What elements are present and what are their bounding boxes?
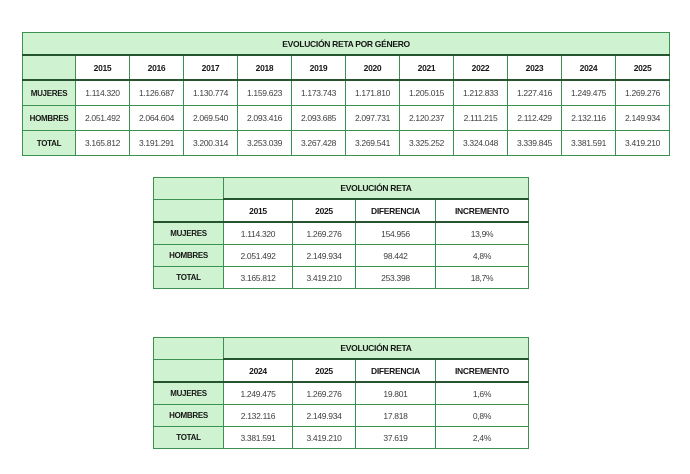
value-cell: 2.149.934 [616, 106, 670, 131]
value-cell: 1.269.276 [293, 382, 356, 405]
value-cell: 1.205.015 [400, 80, 454, 106]
value-cell: 0,8% [436, 405, 529, 427]
value-cell: 37.619 [356, 427, 436, 449]
column-header: 2015 [224, 199, 293, 222]
column-header: 2019 [292, 55, 346, 80]
column-header: 2017 [184, 55, 238, 80]
column-header: INCREMENTO [436, 359, 529, 382]
value-cell: 2.064.604 [130, 106, 184, 131]
reta-evolution-2024-2025-table [153, 337, 528, 449]
value-cell: 3.253.039 [238, 131, 292, 156]
column-header: 2021 [400, 55, 454, 80]
value-cell: 3.381.591 [224, 427, 293, 449]
value-cell: 2.051.492 [224, 245, 293, 267]
table-row [154, 222, 529, 245]
value-cell: 3.165.812 [224, 267, 293, 289]
column-header: 2024 [224, 359, 293, 382]
column-header: 2025 [293, 199, 356, 222]
value-cell: 3.419.210 [616, 131, 670, 156]
column-header: DIFERENCIA [356, 359, 436, 382]
row-label: MUJERES [23, 80, 76, 106]
table-row [154, 405, 529, 427]
value-cell: 1.130.774 [184, 80, 238, 106]
table-row [154, 267, 529, 289]
value-cell: 19.801 [356, 382, 436, 405]
value-cell: 3.419.210 [293, 267, 356, 289]
reta-evolution-2015-2025-table [153, 177, 528, 289]
value-cell: 1.171.810 [346, 80, 400, 106]
corner-cell [154, 359, 224, 382]
value-cell: 1.114.320 [224, 222, 293, 245]
table-row [23, 80, 670, 106]
corner-cell [154, 199, 224, 222]
row-label: HOMBRES [23, 106, 76, 131]
column-header: 2022 [454, 55, 508, 80]
column-header: 2025 [616, 55, 670, 80]
value-cell: 2.149.934 [293, 245, 356, 267]
column-header: INCREMENTO [436, 199, 529, 222]
value-cell: 1.227.416 [508, 80, 562, 106]
data-table [22, 32, 670, 156]
data-table [153, 337, 529, 449]
value-cell: 1.173.743 [292, 80, 346, 106]
value-cell: 3.269.541 [346, 131, 400, 156]
value-cell: 2.120.237 [400, 106, 454, 131]
value-cell: 1.212.833 [454, 80, 508, 106]
value-cell: 2.132.116 [562, 106, 616, 131]
reta-evolution-by-gender-table [22, 32, 668, 156]
table-row [23, 131, 670, 156]
table-row [154, 245, 529, 267]
value-cell: 3.267.428 [292, 131, 346, 156]
value-cell: 1.269.276 [616, 80, 670, 106]
value-cell: 1.126.687 [130, 80, 184, 106]
value-cell: 2.093.416 [238, 106, 292, 131]
value-cell: 2,4% [436, 427, 529, 449]
column-header: DIFERENCIA [356, 199, 436, 222]
value-cell: 2.111.215 [454, 106, 508, 131]
value-cell: 1.114.320 [76, 80, 130, 106]
value-cell: 3.191.291 [130, 131, 184, 156]
value-cell: 3.325.252 [400, 131, 454, 156]
column-header: 2025 [293, 359, 356, 382]
value-cell: 4,8% [436, 245, 529, 267]
row-label: TOTAL [154, 427, 224, 449]
value-cell: 3.200.314 [184, 131, 238, 156]
row-label: HOMBRES [154, 405, 224, 427]
value-cell: 2.093.685 [292, 106, 346, 131]
row-label: MUJERES [154, 382, 224, 405]
value-cell: 2.097.731 [346, 106, 400, 131]
value-cell: 13,9% [436, 222, 529, 245]
column-header: 2018 [238, 55, 292, 80]
value-cell: 3.165.812 [76, 131, 130, 156]
table-row [154, 382, 529, 405]
column-header: 2024 [562, 55, 616, 80]
value-cell: 3.419.210 [293, 427, 356, 449]
value-cell: 18,7% [436, 267, 529, 289]
table-title: EVOLUCIÓN RETA POR GÉNERO [23, 33, 670, 56]
value-cell: 1.249.475 [224, 382, 293, 405]
value-cell: 1,6% [436, 382, 529, 405]
table-row [154, 427, 529, 449]
value-cell: 3.381.591 [562, 131, 616, 156]
value-cell: 3.324.048 [454, 131, 508, 156]
corner-cell [154, 338, 224, 360]
data-table [153, 177, 529, 289]
value-cell: 253.398 [356, 267, 436, 289]
value-cell: 2.112.429 [508, 106, 562, 131]
value-cell: 17.818 [356, 405, 436, 427]
value-cell: 1.269.276 [293, 222, 356, 245]
value-cell: 1.249.475 [562, 80, 616, 106]
value-cell: 2.069.540 [184, 106, 238, 131]
table-title: EVOLUCIÓN RETA [224, 338, 529, 360]
value-cell: 3.339.845 [508, 131, 562, 156]
value-cell: 2.132.116 [224, 405, 293, 427]
column-header: 2020 [346, 55, 400, 80]
row-label: TOTAL [154, 267, 224, 289]
column-header: 2016 [130, 55, 184, 80]
column-header: 2015 [76, 55, 130, 80]
value-cell: 154.956 [356, 222, 436, 245]
table-row [23, 106, 670, 131]
value-cell: 2.149.934 [293, 405, 356, 427]
column-header: 2023 [508, 55, 562, 80]
corner-cell [154, 178, 224, 200]
value-cell: 98.442 [356, 245, 436, 267]
value-cell: 1.159.623 [238, 80, 292, 106]
row-label: TOTAL [23, 131, 76, 156]
corner-cell [23, 55, 76, 80]
row-label: MUJERES [154, 222, 224, 245]
value-cell: 2.051.492 [76, 106, 130, 131]
table-title: EVOLUCIÓN RETA [224, 178, 529, 200]
row-label: HOMBRES [154, 245, 224, 267]
